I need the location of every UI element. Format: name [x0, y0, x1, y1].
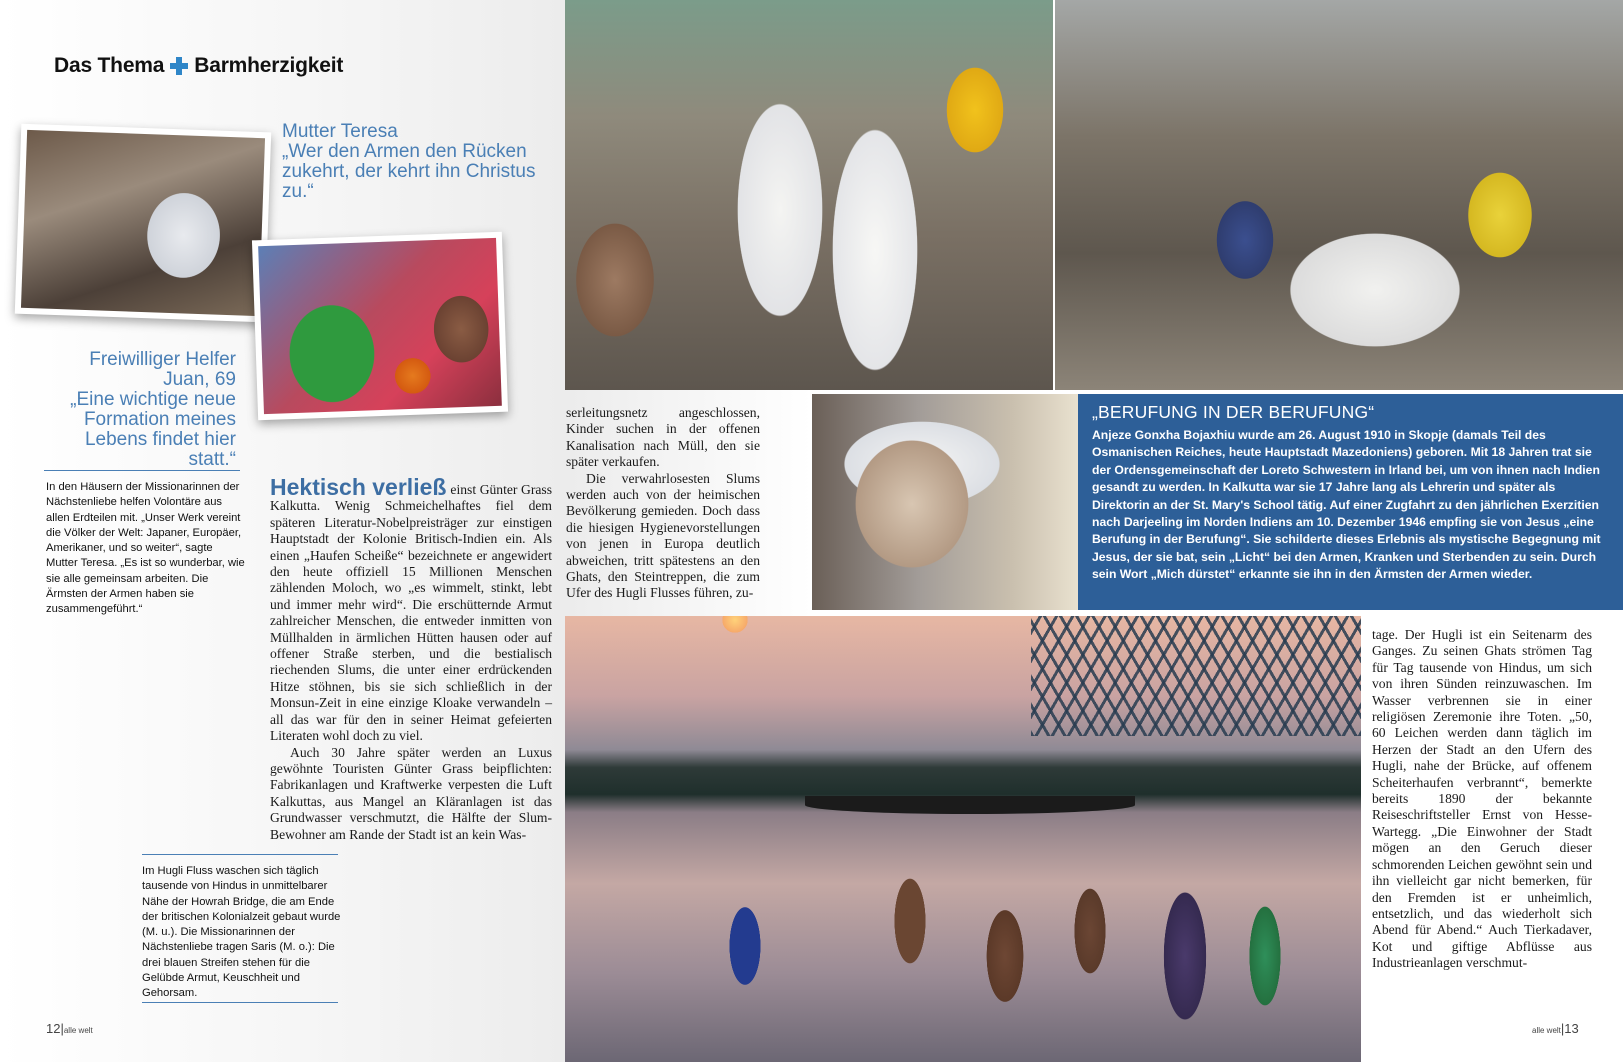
- page-number-right: alle welt|13: [1532, 1021, 1579, 1036]
- quote-helper: [40, 350, 236, 470]
- article-lead: Hektisch verließ: [270, 474, 447, 500]
- divider: [142, 1002, 338, 1003]
- photo-hugli-river: [565, 616, 1361, 1062]
- magazine-name: alle welt: [1532, 1026, 1561, 1035]
- photo-mother-teresa-writing: [812, 394, 1078, 610]
- divider: [142, 854, 338, 855]
- article-paragraph: serleitungsnetz angeschlossen, Kinder suchen in der offenen Kanalisation nach Müll, den sie später verkaufen.: [566, 405, 760, 470]
- kicker-label: Das Thema: [54, 54, 165, 77]
- photo-slum-sisters-image: [21, 130, 265, 316]
- section-kicker: [54, 54, 343, 78]
- howrah-bridge: [1031, 616, 1361, 736]
- page-number-left: 12|alle welt: [46, 1021, 93, 1036]
- info-box-title: „BERUFUNG IN DER BERUFUNG“: [1092, 402, 1375, 422]
- magazine-name: alle welt: [63, 1026, 93, 1035]
- kicker-topic: Barmherzigkeit: [194, 54, 344, 77]
- quote-teresa-name: Mutter Teresa: [282, 121, 398, 142]
- info-box: [1078, 394, 1623, 610]
- article-text: einst Günter Grass Kalkutta. Wenig Schmeichelhaftes fiel dem späteren Literatur-Nobelpreisträger zur einstigen Hauptstadt der Kolonie Britisch-Indien ein. Als einen „Haufen Scheiße“ bezeichnete er angewidert den heute offiziell 15 Millionen Menschen zählenden Moloch, wo „es wimmelt, stinkt, lebt und immer mehr wird“. Die erschütternde Armut zahlreicher Menschen, die entweder inmitten von Müllhalden in ärmlichen Hütten hausen oder auf offener Straße sterben, und die bestialisch riechenden Slums, die unter einer erdrückenden Hitze stöhnen, bis sie sich schließlich in der Monsun-Zeit in eine einzige Kloake verwandeln – all das war für den in seiner Heimat gefeierten Literaten wohl doch zu viel.: [270, 482, 552, 744]
- photo-volunteer-feeding-image: [258, 238, 502, 414]
- article-paragraph: Auch 30 Jahre später werden an Luxus gewöhnte Touristen Günter Grass beipflichten: Fabrikanlagen und Kraftwerke verpesten die Luft Kalkuttas, aus Mangel an Kläranlagen ist das Grundwasser verschmutzt, die Hälfte der Slum-Bewohner am Rande der Stadt ist an kein Was-: [270, 744, 552, 842]
- info-box-text: Anjeze Gonxha Bojaxhiu wurde am 26. August 1910 in Skopje (damals Teil des Osmanischen Reiches, heute Hauptstadt Mazedoniens) geboren. Mit 18 Jahren trat sie der Ordensgemeinschaft der Loreto Schwestern in Irland bei, um von ihnen nach Indien gesandt zu werden. In Kalkutta war sie 17 Jahre lang als Lehrerin und später als Direktorin an der St. Mary's School tätig. Auf einer Zugfahrt zu den jährlichen Exerzitien nach Darjeeling im Norden Indiens am 10. Dezember 1946 empfing sie von Jesus „eine Berufung in der Berufung“. Sie schilderte dieses Erlebnis als mystische Begegnung mit Jesus, der sie bat, sein „Licht“ bei den Armen, Kranken und Sterbenden zu sein. Durch sein Wort „Mich dürstet“ erkannte sie ihn in den Ärmsten der Armen wieder.: [1092, 428, 1601, 582]
- photo-sisters-street: [565, 0, 1053, 390]
- boat: [805, 796, 1135, 814]
- bathers: [705, 846, 1325, 1062]
- quote-helper-text: „Eine wichtige neue Formation meines Lebens findet hier statt.“: [70, 389, 236, 470]
- photo-volunteer-feeding: [252, 232, 508, 421]
- quote-helper-name: Juan, 69: [163, 369, 236, 390]
- quote-teresa-text: „Wer den Armen den Rücken zukehrt, der kehrt ihn Christus zu.“: [282, 141, 536, 202]
- page-number: 13: [1564, 1021, 1579, 1036]
- article-paragraph: [270, 474, 552, 745]
- photo-slum-sisters: [15, 124, 271, 323]
- cross-icon: [170, 57, 188, 75]
- quote-helper-role: Freiwilliger Helfer: [89, 349, 236, 370]
- photo-slum-workers: [1055, 0, 1623, 390]
- divider: [44, 470, 240, 471]
- article-column-2: [566, 405, 760, 602]
- article-column-3: tage. Der Hugli ist ein Seitenarm des Ganges. Zu seinen Ghats strömen Tag für Tag tausende von Hindus, um sich von ihren Sünden reinzuwaschen. Im Wasser verbrennen sie in einer religiösen Zeremonie ihre Toten. „50, 60 Leichen werden dann täglich im Herzen der Stadt an den Ufern des Hugli, nahe der Brücke, auf offenem Scheiterhaufen verbrannt“, bemerkte bereits 1890 der bekannte Reiseschriftsteller Ernst von Hesse-Wartegg. „Die Einwohner der Stadt mögen an den Geruch dieser schmorenden Leichen gewöhnt sein und ihn vielleicht gar nicht bemerken, für den Fremden ist er unheimlich, entsetzlich, und das wiederholt sich Abend für Abend.“ Auch Tierkadaver, Kot und giftige Abflüsse aus Industrieanlagen verschmut-: [1372, 627, 1592, 971]
- page-number: 12: [46, 1021, 61, 1036]
- caption-bottom: Im Hugli Fluss waschen sich täglich tausende von Hindus in unmittelbarer Nähe der Howrah Bridge, die am Ende der britischen Kolonialzeit gebaut wurde (M. u.). Die Missionarinnen der Nächstenliebe tragen Saris (M. o.): Die drei blauen Streifen stehen für die Gelübde Armut, Keuschheit und Gehorsam.: [142, 865, 341, 1000]
- quote-teresa: [282, 122, 542, 202]
- article-column-1: [270, 474, 552, 843]
- caption-top: In den Häusern der Missionarinnen der Nächstenliebe helfen Volontäre aus allen Erdteilen mit. „Unser Werk vereint die Völker der Welt: Japaner, Europäer, Amerikaner, und so weiter“, sagte Mutter Teresa. „Es ist so wunderbar, wie sie alle gemeinsam arbeiten. Die Ärmsten der Armen haben sie zusammengeführt.“: [46, 481, 245, 616]
- article-paragraph: Die verwahrlosesten Slums werden auch von der heimischen Bevölkerung gemieden. Doch dass die hiesigen Hygienevorstellungen von jenen in Europa deutlich abweichen, tritt spätestens an den Ghats, den Steintreppen, die zum Ufer des Hugli Flusses führen, zu-: [566, 470, 760, 601]
